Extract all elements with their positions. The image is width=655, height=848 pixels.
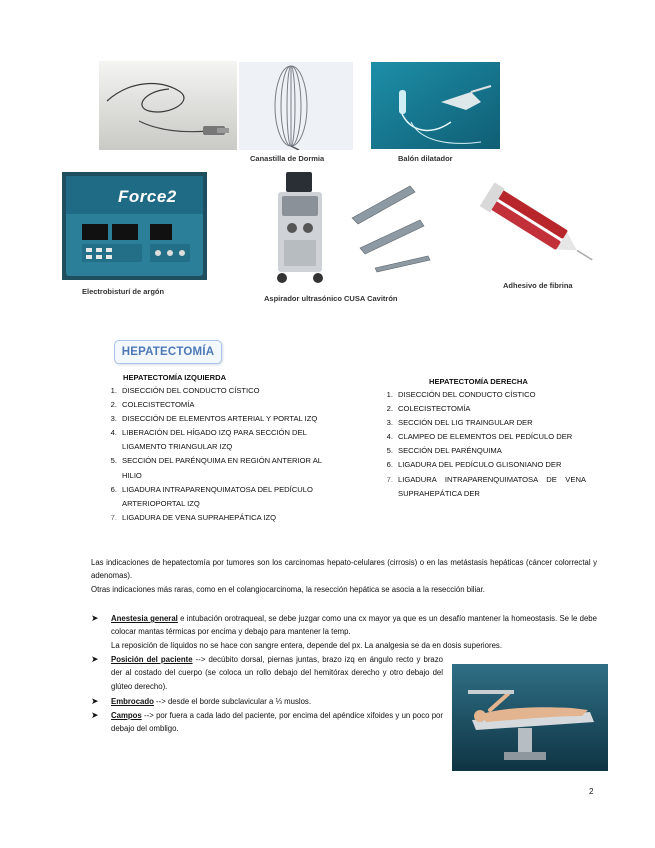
- list-item: 7. LIGADURA INTRAPARENQUIMATOSA DE VENA SUPRAHEPÁTICA DER: [386, 474, 586, 498]
- arrow-bullet-icon: ➤: [91, 710, 99, 720]
- intro-paragraph-2: Otras indicaciones más raras, como en el colangiocarcinoma, la resección hepática se asocia a la resección biliar.: [91, 585, 485, 594]
- list-item: 7. LIGADURA DE VENA SUPRAHEPÁTICA IZQ: [110, 512, 277, 522]
- bullet-label: Campos: [111, 711, 142, 720]
- bullet-label: Embrocado: [111, 697, 154, 706]
- caption-cusa: Aspirador ultrasónico CUSA Cavitrón: [264, 294, 398, 303]
- list-item: 2. COLECISTECTOMÍA: [110, 400, 195, 410]
- bullet-label: Posición del paciente: [111, 655, 193, 664]
- photo-patient-position: [452, 664, 608, 771]
- bullet-label: Anestesia general: [111, 614, 178, 623]
- caption-electro: Electrobisturí de argón: [82, 287, 165, 296]
- left-procedure-list: [110, 384, 344, 525]
- photo-force2-unit: [62, 172, 207, 280]
- list-item: 4. LIBERACIÓN DEL HÍGADO IZQ PARA SECCIÓN DEL LIGAMENTO TRIANGULAR IZQ: [110, 428, 307, 452]
- list-item: 6. LIGADURA INTRAPARENQUIMATOSA DEL PEDÍCULO ARTERIOPORTAL IZQ: [110, 484, 313, 508]
- list-item: 1. DISECCIÓN DEL CONDUCTO CÍSTICO: [386, 390, 536, 399]
- list-item: 3. SECCIÓN DEL LIG TRAINGULAR DER: [386, 418, 533, 428]
- list-item: 3. DISECCIÓN DE ELEMENTOS ARTERIAL Y PORTAL IZQ: [110, 414, 318, 424]
- left-col-title: HEPATECTOMÍA IZQUIERDA: [123, 373, 227, 382]
- arrow-bullet-icon: ➤: [91, 613, 99, 623]
- intro-paragraph: Las indicaciones de hepatectomía por tumores son los carcinomas hepato-celulares (cirrosis) o en las metástasis hepáticas (cáncer colorrectal y adenomas).: [91, 558, 597, 581]
- list-item: 4. CLAMPEO DE ELEMENTOS DEL PEDÍCULO DER: [386, 432, 573, 442]
- force2-brand: Force2: [118, 187, 177, 206]
- bullet-position: ➤ Posición del paciente --> decúbito dorsal, piernas juntas, brazo izq en ángulo recto y brazo der al costado del cuerpo (se coloca un rollo debajo del hemitórax derecho y otro debajo del glúteo derecho).: [91, 654, 443, 691]
- bullet-anesthesia: ➤ Anestesia general e intubación orotraqueal, se debe juzgar como una cx mayor ya que es un desafío mantener la homeostasis. Se le debe colocar mantas térmicas por encima y debajo para mantener la temp.: [91, 613, 597, 637]
- photo-balloon-dilator: [371, 62, 500, 149]
- list-item: 5. SECCIÓN DEL PARÉNQUIMA: [386, 446, 502, 456]
- arrow-bullet-icon: ➤: [91, 696, 99, 706]
- bullet-campos: ➤ Campos --> por fuera a cada lado del paciente, por encima del apéndice xifoides y un poco por debajo del ombligo.: [91, 710, 443, 734]
- photo-fibrin-syringe: [478, 180, 604, 272]
- arrow-bullet-icon: ➤: [91, 654, 99, 664]
- list-item: 2. COLECISTECTOMÍA: [386, 404, 471, 414]
- section-title: HEPATECTOMÍA: [121, 346, 215, 358]
- right-col-title: HEPATECTOMÍA DERECHA: [429, 377, 528, 386]
- photo-instrument-cable: [99, 61, 237, 150]
- photo-cusa-aspirator: [260, 168, 438, 290]
- bullet-embrocado: ➤ Embrocado --> desde el borde subclavicular a ⅓ muslos.: [111, 695, 443, 708]
- right-procedure-list: [386, 388, 586, 501]
- list-item: 6. LIGADURA DEL PEDÍCULO GLISONIANO DER: [386, 460, 562, 470]
- caption-dormia: Canastilla de Dormia: [250, 154, 325, 163]
- page-number: 2: [589, 787, 594, 796]
- photo-dormia-basket: [239, 62, 353, 150]
- list-item: 1. DISECCIÓN DEL CONDUCTO CÍSTICO: [110, 386, 260, 395]
- bullet-anesthesia-extra: La reposición de líquidos no se hace con sangre entera, depende del px. La analgesia se da en dosis superiores.: [111, 641, 502, 650]
- caption-fibrin: Adhesivo de fibrina: [503, 281, 573, 290]
- list-item: 5. SECCIÓN DEL PARÉNQUIMA EN REGIÓN ANTERIOR AL HILIO: [110, 456, 322, 480]
- caption-balloon: Balón dilatador: [398, 154, 453, 163]
- section-title-box: [114, 340, 222, 364]
